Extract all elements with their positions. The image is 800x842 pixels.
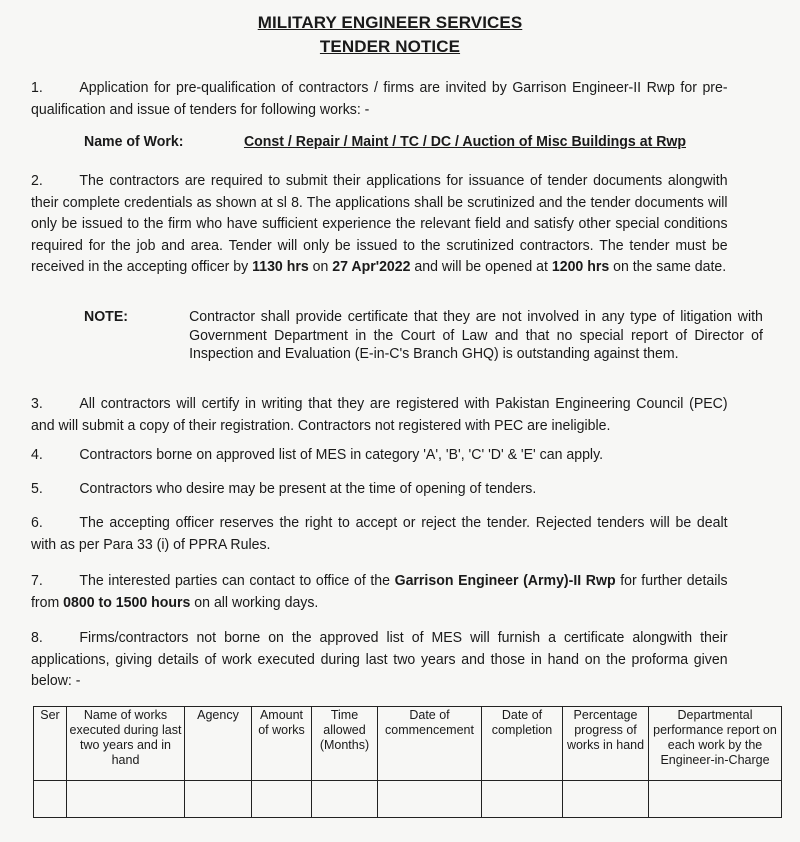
table-cell	[482, 781, 563, 818]
para-text-c: on all working days.	[190, 593, 319, 611]
note-block	[84, 308, 763, 364]
table-row	[34, 781, 782, 818]
table-cell	[185, 781, 252, 818]
table-cell	[649, 781, 782, 818]
para-text-c: and will be opened at	[410, 258, 552, 275]
paragraph-7	[31, 570, 728, 613]
note-text: Contractor shall provide certificate that they are not involved in any type of litigation with Government Department in the Court of Law and that no special report of Director of Inspection and Evaluation (E-in-C's Branch GHQ) is outstanding against them.	[189, 308, 763, 362]
para-number: 1.	[31, 79, 43, 96]
table-cell	[252, 781, 312, 818]
paragraph-2	[31, 170, 728, 278]
para-text: All contractors will certify in writing that they are registered with Pakistan Engineering Council (PEC) and will submit a copy of their registration. Contractors not registered with PEC are ineligible.	[31, 395, 728, 434]
para-text: Contractors borne on approved list of MES in category 'A', 'B', 'C' 'D' & 'E' can apply.	[79, 446, 604, 463]
office-name: Garrison Engineer (Army)-II Rwp	[394, 572, 616, 589]
para-number: 3.	[31, 395, 43, 412]
col-percentage-progress: Percentage progress of works in hand	[563, 707, 649, 781]
paragraph-5	[31, 478, 728, 500]
para-number: 5.	[31, 480, 43, 497]
paragraph-8	[31, 627, 728, 692]
name-of-work	[84, 133, 686, 150]
proforma-table	[33, 706, 782, 818]
para-text-a: The interested parties can contact to office of the	[79, 572, 395, 589]
para-text: Application for pre-qualification of contractors / firms are invited by Garrison Engineer-II Rwp for pre-qualification and issue of tenders for following works: -	[31, 79, 728, 118]
table-cell	[34, 781, 67, 818]
col-name-of-works: Name of works executed during last two years and in hand	[67, 707, 185, 781]
para-text: Firms/contractors not borne on the approved list of MES will furnish a certificate alongwith their applications, giving details of work executed during last two years and those in hand on the proforma given below: -	[31, 629, 728, 689]
para-text: The accepting officer reserves the right to accept or reject the tender. Rejected tenders will be dealt with as per Para 33 (i) of PPRA Rules.	[31, 514, 728, 553]
para-number: 6.	[31, 514, 43, 531]
table-cell	[312, 781, 378, 818]
note-label: NOTE:	[84, 308, 128, 325]
table-cell	[67, 781, 185, 818]
col-ser: Ser	[34, 707, 67, 781]
col-time-allowed: Time allowed (Months)	[312, 707, 378, 781]
notice-title: TENDER NOTICE	[319, 37, 461, 56]
para-number: 8.	[31, 629, 43, 646]
para-number: 4.	[31, 446, 43, 463]
table-cell	[563, 781, 649, 818]
org-heading: MILITARY ENGINEER SERVICES	[257, 13, 523, 32]
opening-time: 1200 hrs	[551, 258, 610, 275]
submission-time: 1130 hrs	[252, 258, 309, 275]
para-text-b: on	[308, 258, 333, 275]
para-number: 7.	[31, 572, 43, 589]
para-text-b: for further details from	[31, 572, 728, 611]
col-performance-report: Departmental performance report on each work by the Engineer-in-Charge	[649, 707, 782, 781]
paragraph-1	[31, 77, 728, 120]
paragraph-4	[31, 444, 728, 466]
office-hours: 0800 to 1500 hours	[63, 593, 191, 611]
paragraph-6	[31, 512, 728, 555]
col-agency: Agency	[185, 707, 252, 781]
work-label: Name of Work:	[84, 133, 184, 150]
col-date-commencement: Date of commencement	[378, 707, 482, 781]
para-text: Contractors who desire may be present at the time of opening of tenders.	[79, 480, 537, 497]
col-date-completion: Date of completion	[482, 707, 563, 781]
para-text-a: The contractors are required to submit their applications for issuance of tender documents alongwith their complete credentials as shown at sl 8. The applications shall be scrutinized and the tender documents will only be issued to the firm who have sufficient experience the relevant field and satisfy other special conditions required for the job and area. Tender will only be issued to the scrutinized contractors. The tender must be received in the accepting officer by	[31, 172, 728, 275]
para-text-d: on the same date.	[609, 258, 727, 275]
work-value: Const / Repair / Maint / TC / DC / Auction of Misc Buildings at Rwp	[243, 133, 687, 150]
submission-date: 27 Apr'2022	[332, 258, 411, 275]
paragraph-3	[31, 393, 728, 436]
para-number: 2.	[31, 172, 43, 189]
table-cell	[378, 781, 482, 818]
table-header-row	[34, 707, 782, 781]
col-amount: Amount of works	[252, 707, 312, 781]
